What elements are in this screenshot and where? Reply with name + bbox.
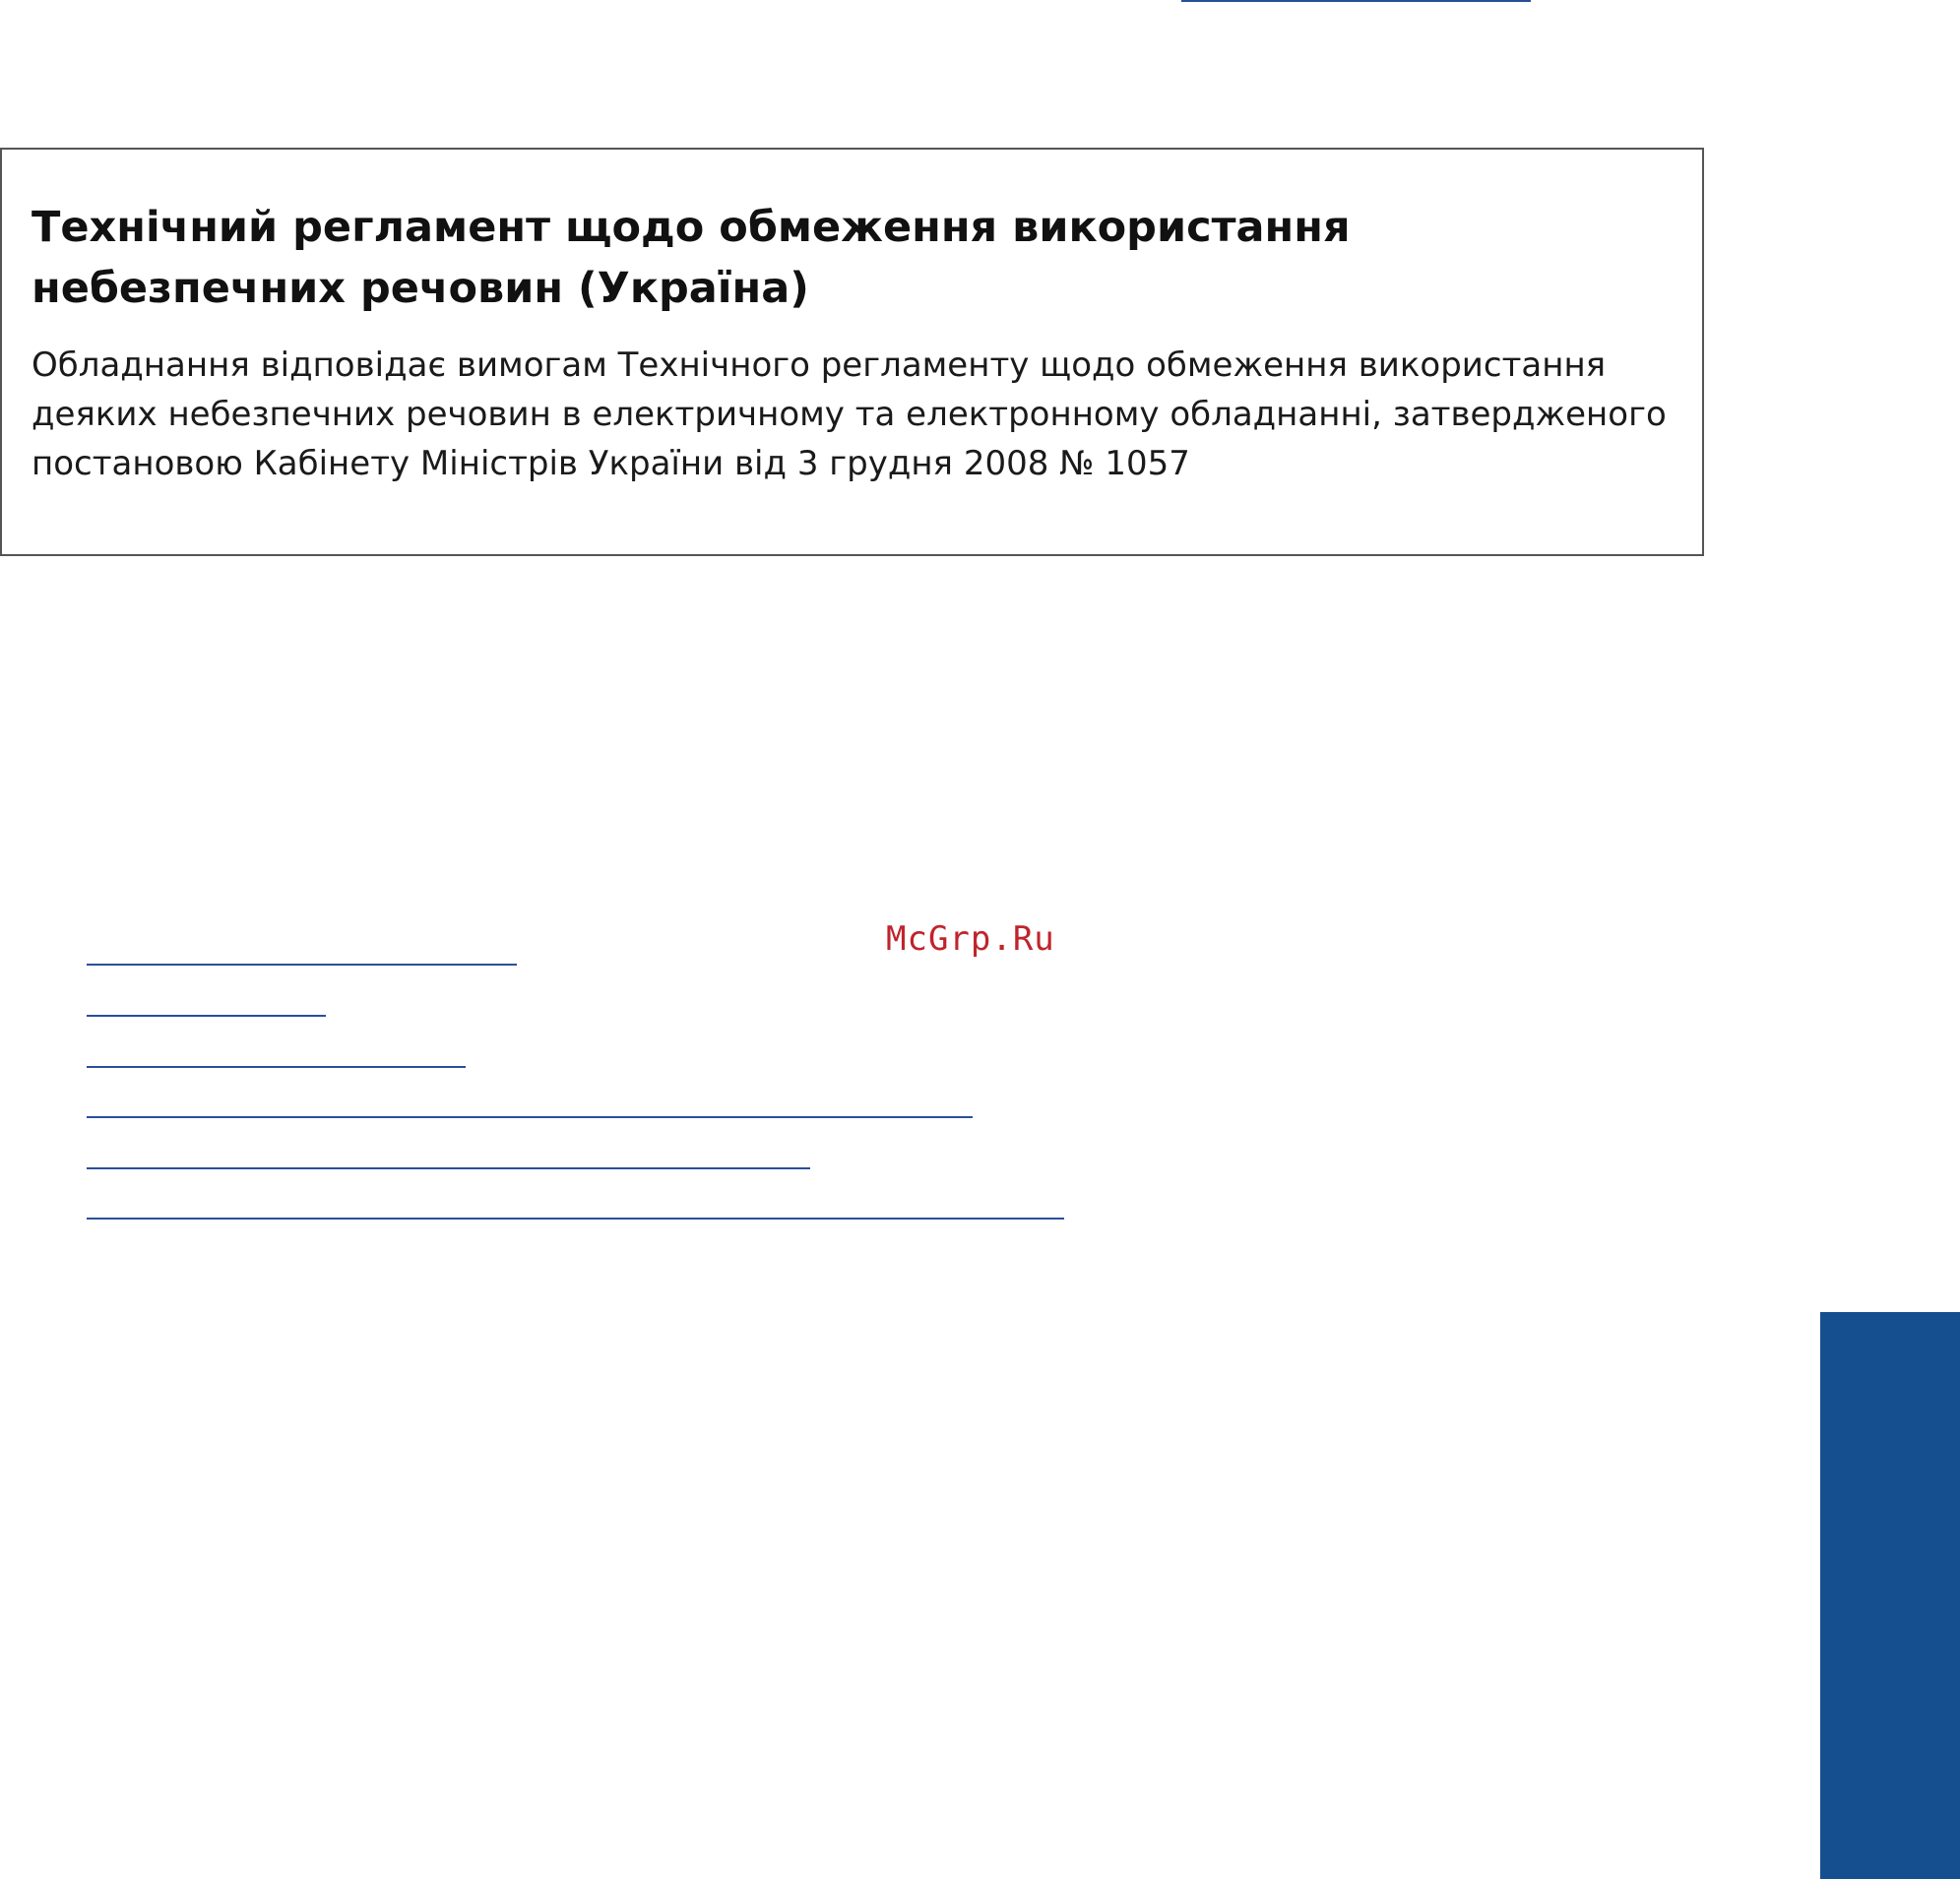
toc-link[interactable] (87, 1167, 810, 1169)
toc-link[interactable] (87, 1015, 326, 1017)
top-link-underline[interactable] (1181, 0, 1531, 2)
notice-title: Технічний регламент щодо обмеження використання небезпечних речовин (Україна) (32, 203, 1351, 313)
toc-link[interactable] (87, 1218, 1064, 1220)
watermark-text: McGrp.Ru (886, 919, 1055, 959)
chapter-side-tab (1820, 1312, 1960, 1879)
toc-link[interactable] (87, 964, 517, 966)
regulation-notice-box (0, 148, 1704, 556)
notice-body: Обладнання відповідає вимогам Технічного регламенту щодо обмеження використання деяких небезпечних речовин в електричному та електронному обладнанні, затвердженого постановою Кабінету Міністрів України від 3 грудня 2008 № 1057 (32, 345, 1667, 483)
toc-link[interactable] (87, 1066, 466, 1068)
toc-link[interactable] (87, 1116, 973, 1118)
